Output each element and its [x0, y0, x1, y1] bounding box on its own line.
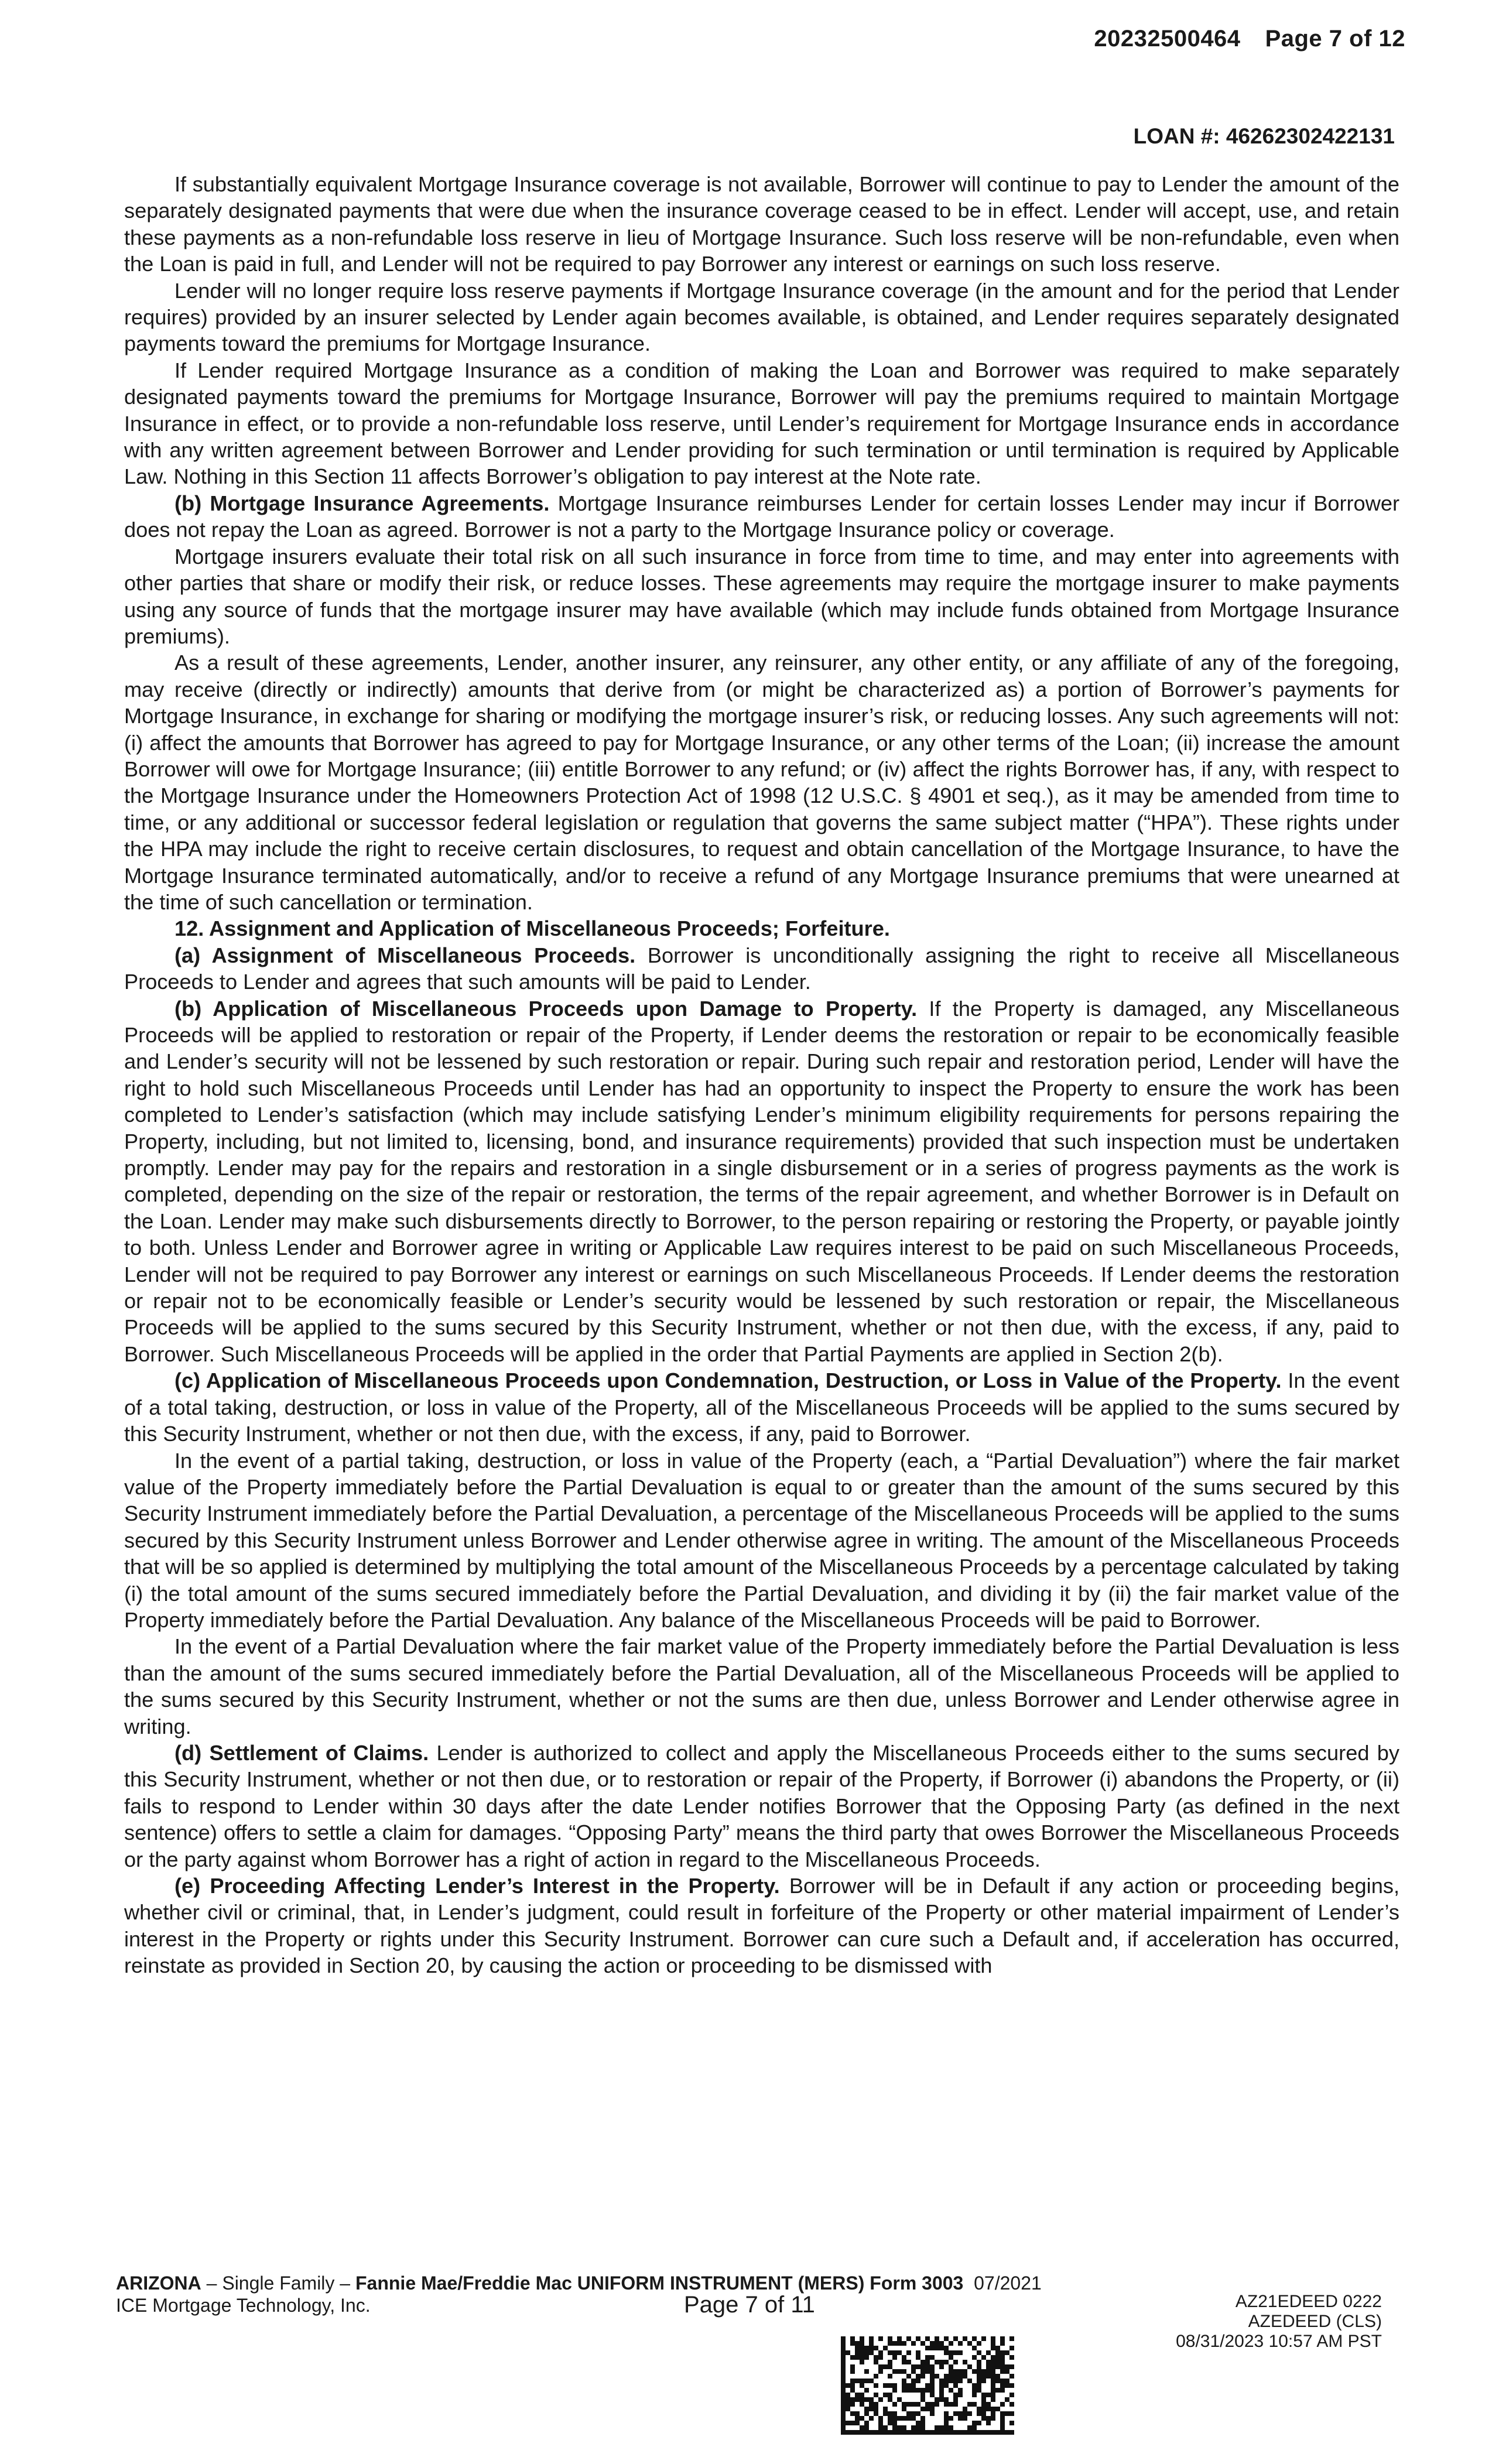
subsection-heading: (b) Application of Miscellaneous Proceeds upon Damage to Property.	[174, 996, 918, 1021]
paragraph: (b) Mortgage Insurance Agreements. Mortgage Insurance reimburses Lender for certain losses Lender may incur if Borrower does not repay the Loan as agreed. Borrower is not a party to the Mortgage Insurance policy or coverage.	[124, 491, 1399, 542]
paragraph: (c) Application of Miscellaneous Proceeds upon Condemnation, Destruction, or Loss in Value of the Property. In the event of a total taking, destruction, or loss in value of the Property, all of the Miscellaneous Proceeds will be applied to the sums secured by this Security Instrument, whether or not then due, with the excess, if any, paid to Borrower.	[124, 1368, 1399, 1446]
paragraph: (e) Proceeding Affecting Lender’s Interest in the Property. Borrower will be in Default if any action or proceeding begins, whether civil or criminal, that, in Lender’s judgment, could result in forfeiture of the Property or other material impairment of Lender’s interest in the Property or rights under this Security Instrument. Borrower can cure such a Default and, if acceleration has occurred, reinstate as provided in Section 20, by causing the action or proceeding to be dismissed with	[124, 1874, 1399, 1978]
section-heading: 12. Assignment and Application of Miscellaneous Proceeds; Forfeiture.	[174, 916, 890, 941]
company-name: ICE Mortgage Technology, Inc.	[116, 2295, 371, 2316]
form-description: ARIZONA – Single Family – Fannie Mae/Freddie Mac UNIFORM INSTRUMENT (MERS) Form 3003 07/2021	[116, 2273, 1042, 2294]
document-body	[124, 171, 1399, 1979]
paragraph: Lender will no longer require loss reserve payments if Mortgage Insurance coverage (in the amount and for the period that Lender requires) provided by an insurer selected by Lender again becomes available, is obtained, and Lender requires separately designated payments toward the premiums for Mortgage Insurance.	[124, 278, 1399, 356]
subsection-heading: (b) Mortgage Insurance Agreements.	[174, 491, 550, 515]
recorded-page-indicator: Page 7 of 12	[1265, 26, 1405, 52]
paragraph: As a result of these agreements, Lender, another insurer, any reinsurer, any other entity, or any affiliate of any of the foregoing, may receive (directly or indirectly) amounts that derive from (or might be characterized as) a portion of Borrower’s payments for Mortgage Insurance, in exchange for sharing or modifying the mortgage insurer’s risk, or reducing losses. Any such agreements will not: (i) affect the amounts that Borrower has agreed to pay for Mortgage Insurance, or any other terms of the Loan; (ii) increase the amount Borrower will owe for Mortgage Insurance; (iii) entitle Borrower to any refund; or (iv) affect the rights Borrower has, if any, with respect to the Mortgage Insurance under the Homeowners Protection Act of 1998 (12 U.S.C. § 4901 et seq.), as it may be amended from time to time, or any additional or successor federal legislation or regulation that governs the same subject matter (“HPA”). These rights under the HPA may include the right to receive certain disclosures, to request and obtain cancellation of the Mortgage Insurance, to have the Mortgage Insurance terminated automatically, and/or to receive a refund of any Mortgage Insurance premiums that were unearned at the time of such cancellation or termination.	[124, 651, 1399, 914]
paragraph: In the event of a Partial Devaluation where the fair market value of the Property immediately before the Partial Devaluation is less than the amount of the sums secured immediately before the Partial Devaluation, all of the Miscellaneous Proceeds will be applied to the sums secured by this Security Instrument, whether or not the sums are then due, unless Borrower and Lender otherwise agree in writing.	[124, 1634, 1399, 1739]
paragraph: (a) Assignment of Miscellaneous Proceeds. Borrower is unconditionally assigning the right to receive all Miscellaneous Proceeds to Lender and agrees that such amounts will be paid to Lender.	[124, 943, 1399, 994]
paragraph: If Lender required Mortgage Insurance as a condition of making the Loan and Borrower was required to make separately designated payments toward the premiums for Mortgage Insurance, Borrower will pay the premiums required to maintain Mortgage Insurance in effect, or to provide a non-refundable loss reserve, until Lender’s requirement for Mortgage Insurance ends in accordance with any written agreement between Borrower and Lender providing for such termination or until termination is required by Applicable Law. Nothing in this Section 11 affects Borrower’s obligation to pay interest at the Note rate.	[124, 358, 1399, 489]
form-codes: AZ21EDEED 0222 AZEDEED (CLS) 08/31/2023 10:57 AM PST	[1176, 2292, 1382, 2351]
form-footer	[116, 2272, 1042, 2316]
loan-number: LOAN #: 46262302422131	[1133, 124, 1395, 148]
paragraph: (b) Application of Miscellaneous Proceeds upon Damage to Property. If the Property is damaged, any Miscellaneous Proceeds will be applied to restoration or repair of the Property, if Lender deems the restoration or repair to be economically feasible and Lender’s security will not be lessened by such restoration or repair. During such repair and restoration period, Lender will have the right to hold such Miscellaneous Proceeds until Lender has had an opportunity to inspect the Property to ensure the work has been completed to Lender’s satisfaction (which may include satisfying Lender’s minimum eligibility requirements for persons repairing the Property, including, but not limited to, licensing, bond, and insurance requirements) provided that such inspection must be undertaken promptly. Lender may pay for the repairs and restoration in a single disbursement or in a series of progress payments as the work is completed, depending on the size of the repair or restoration, the terms of the repair agreement, and whether Borrower is in Default on the Loan. Lender may make such disbursements directly to Borrower, to the person repairing or restoring the Property, or payable jointly to both. Unless Lender and Borrower agree in writing or Applicable Law requires interest to be paid on such Miscellaneous Proceeds, Lender will not be required to pay Borrower any interest or earnings on such Miscellaneous Proceeds. If Lender deems the restoration or repair not to be economically feasible or Lender’s security would be lessened by such restoration or repair, the Miscellaneous Proceeds will be applied to the sums secured by this Security Instrument, whether or not then due, with the excess, if any, paid to Borrower. Such Miscellaneous Proceeds will be applied in the order that Partial Payments are applied in Section 2(b).	[124, 996, 1399, 1366]
paragraph: In the event of a partial taking, destruction, or loss in value of the Property (each, a “Partial Devaluation”) where the fair market value of the Property immediately before the Partial Devaluation is equal to or greater than the amount of the sums secured by this Security Instrument immediately before the Partial Devaluation, a percentage of the Miscellaneous Proceeds will be applied to the sums secured by this Security Instrument unless Borrower and Lender otherwise agree in writing. The amount of the Miscellaneous Proceeds that will be so applied is determined by multiplying the total amount of the Miscellaneous Proceeds by a percentage calculated by taking (i) the total amount of the sums secured immediately before the Partial Devaluation, and dividing it by (ii) the fair market value of the Property immediately before the Partial Devaluation. Any balance of the Miscellaneous Proceeds will be paid to Borrower.	[124, 1448, 1399, 1632]
subsection-heading: (c) Application of Miscellaneous Proceeds upon Condemnation, Destruction, or Loss in Value of the Property.	[174, 1368, 1282, 1393]
paragraph: (d) Settlement of Claims. Lender is authorized to collect and apply the Miscellaneous Proceeds either to the sums secured by this Security Instrument, whether or not then due, or to restoration or repair of the Property, if Borrower (i) abandons the Property, or (ii) fails to respond to Lender within 30 days after the date Lender notifies Borrower that the Opposing Party (as defined in the next sentence) offers to settle a claim for damages. “Opposing Party” means the third party that owes Borrower the Miscellaneous Proceeds or the party against whom Borrower has a right of action in regard to the Miscellaneous Proceeds.	[124, 1740, 1400, 1871]
barcode-icon	[841, 2336, 1014, 2435]
recording-stamp	[1094, 26, 1405, 52]
subsection-heading: (e) Proceeding Affecting Lender’s Interest in the Property.	[174, 1874, 780, 1898]
paragraph: Mortgage insurers evaluate their total risk on all such insurance in force from time to time, and may enter into agreements with other parties that share or modify their risk, or reduce losses. These agreements may require the mortgage insurer to make payments using any source of funds that the mortgage insurer may have available (which may include funds obtained from Mortgage Insurance premiums).	[124, 544, 1399, 648]
paragraph: If substantially equivalent Mortgage Insurance coverage is not available, Borrower will continue to pay to Lender the amount of the separately designated payments that were due when the insurance coverage ceased to be in effect. Lender will accept, use, and retain these payments as a non-refundable loss reserve in lieu of Mortgage Insurance. Such loss reserve will be non-refundable, even when the Loan is paid in full, and Lender will not be required to pay Borrower any interest or earnings on such loss reserve.	[124, 172, 1399, 276]
subsection-heading: (a) Assignment of Miscellaneous Proceeds.	[174, 943, 636, 967]
document-number: 20232500464	[1094, 26, 1241, 52]
subsection-heading: (d) Settlement of Claims.	[174, 1740, 429, 1765]
page-number: Page 7 of 11	[684, 2292, 815, 2318]
